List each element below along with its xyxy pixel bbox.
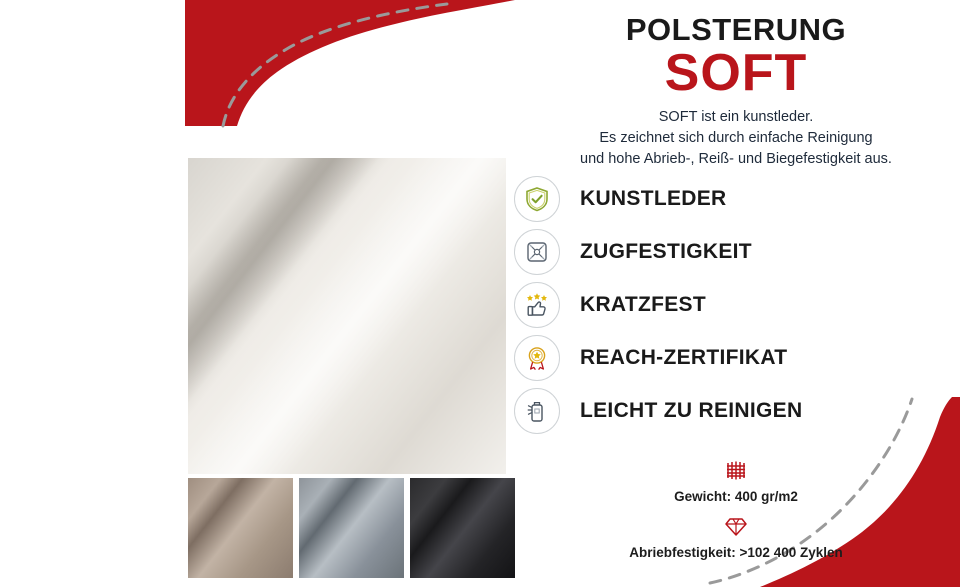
spec-item-weight (512, 456, 960, 504)
feature-label: ZUGFESTIGKEIT (580, 239, 752, 263)
shield-check-icon (514, 176, 560, 222)
spec-list (512, 448, 960, 560)
certificate-rosette-icon (514, 335, 560, 381)
diamond-icon (512, 512, 960, 542)
subtitle-line1: SOFT ist ein kunstleder. (658, 108, 814, 125)
spec-text: Gewicht: 400 gr/m2 (674, 489, 798, 504)
feature-item-zugfestigkeit (512, 225, 960, 278)
spray-cleaning-icon (514, 388, 560, 434)
red-swoosh-top-icon (185, 0, 515, 130)
decorative-red-shape-top (185, 0, 515, 130)
right-content-column (512, 0, 960, 587)
feature-item-reach-zertifikat (512, 331, 960, 384)
feature-item-leicht-zu-reinigen (512, 384, 960, 437)
feature-label: REACH-ZERTIFIKAT (580, 345, 788, 369)
spec-text: Abriebfestigkeit: >102 400 Zyklen (629, 545, 843, 560)
subtitle-line2: Es zeichnet sich durch einfache Reinigung (599, 129, 873, 146)
swatch-thumbnail-row (188, 478, 515, 578)
feature-item-kratzfest (512, 278, 960, 331)
page-title-line2: SOFT (664, 43, 808, 102)
feature-list (512, 172, 960, 437)
feature-label: KUNSTLEDER (580, 186, 727, 210)
swatch-thumbnail-grey[interactable] (299, 478, 404, 578)
subtitle-block (522, 107, 950, 170)
page-title-line1: POLSTERUNG (625, 12, 847, 47)
subtitle-line3: und hohe Abrieb-, Reiß- und Biegefestigkeit aus. (580, 150, 892, 167)
thumbs-up-stars-icon (514, 282, 560, 328)
fabric-weave-icon (512, 456, 960, 486)
spec-item-abrasion (512, 512, 960, 560)
cushion-stretch-icon (514, 229, 560, 275)
feature-item-kunstleder (512, 172, 960, 225)
feature-label: KRATZFEST (580, 292, 706, 316)
main-fabric-swatch-cream (188, 158, 506, 474)
swatch-thumbnail-taupe[interactable] (188, 478, 293, 578)
feature-label: LEICHT ZU REINIGEN (580, 398, 803, 422)
swatch-thumbnail-black[interactable] (410, 478, 515, 578)
